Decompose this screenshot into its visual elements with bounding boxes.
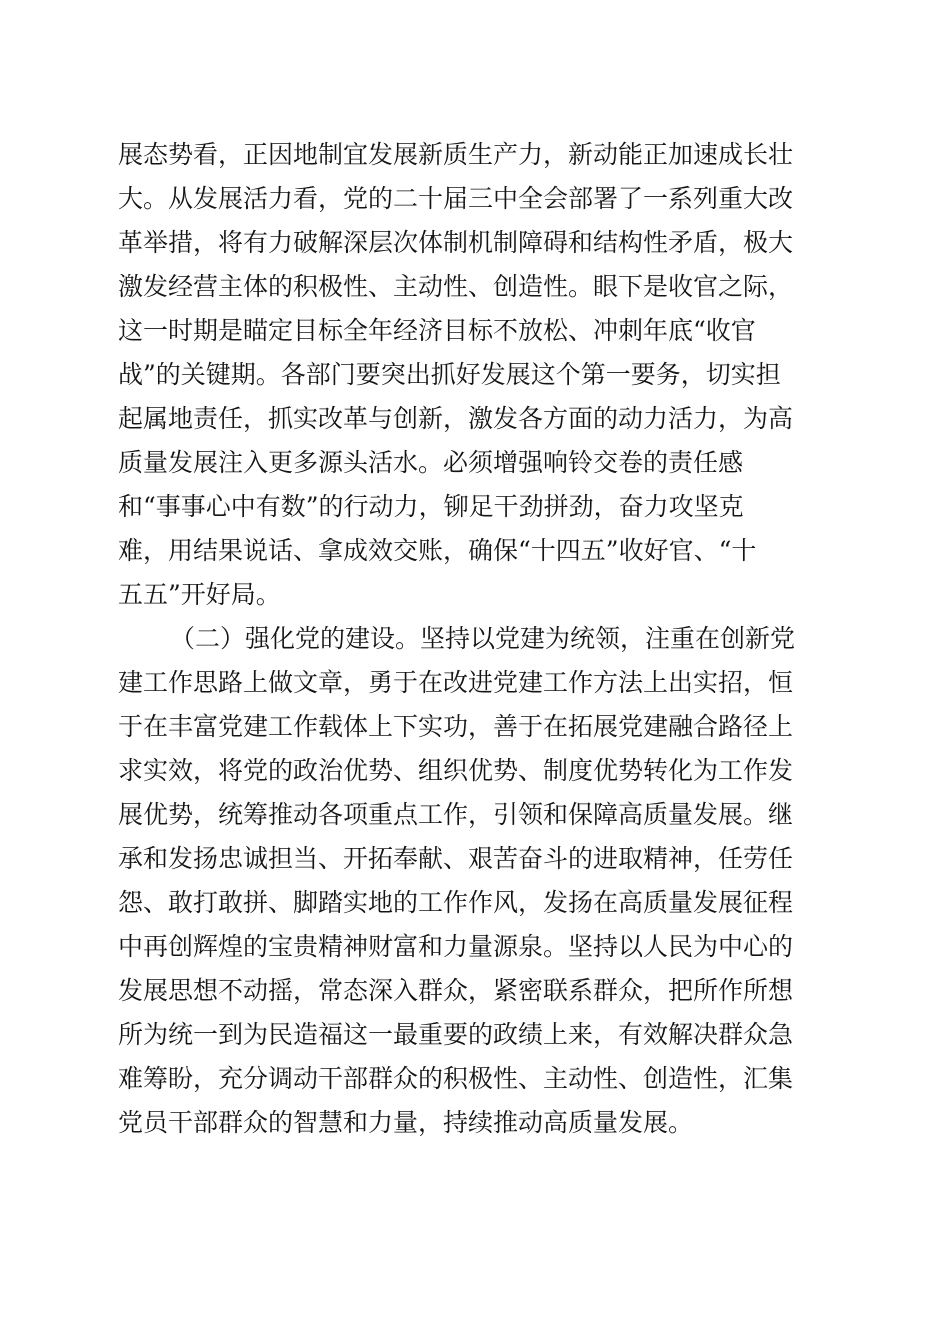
text-line: 这一时期是瞄定目标全年经济目标不放松、冲刺年底“收官 xyxy=(118,316,756,345)
text-line: 怨、敢打敢拼、脚踏实地的工作作风，发扬在高质量发展征程 xyxy=(118,888,794,917)
text-line: 战”的关键期。各部门要突出抓好发展这个第一要务，切实担 xyxy=(118,360,781,389)
text-line: 求实效，将党的政治优势、组织优势、制度优势转化为工作发 xyxy=(118,756,794,785)
text-line: 党员干部群众的智慧和力量，持续推动高质量发展。 xyxy=(118,1108,694,1137)
text-line: 难筹盼，充分调动干部群众的积极性、主动性、创造性，汇集 xyxy=(118,1064,794,1093)
section-heading-line: （二）强化党的建设。坚持以党建为统领，注重在创新党 xyxy=(170,624,796,653)
text-line: 革举措，将有力破解深层次体制机制障碍和结构性矛盾，极大 xyxy=(118,228,794,257)
text-line: 起属地责任，抓实改革与创新，激发各方面的动力活力，为高 xyxy=(118,404,794,433)
text-line: 于在丰富党建工作载体上下实功，善于在拓展党建融合路径上 xyxy=(118,712,794,741)
text-line: 建工作思路上做文章，勇于在改进党建工作方法上出实招，恒 xyxy=(118,668,794,697)
text-line: 展态势看，正因地制宜发展新质生产力，新动能正加速成长壮 xyxy=(118,140,794,169)
text-line: 大。从发展活力看，党的二十届三中全会部署了一系列重大改 xyxy=(118,184,794,213)
text-line: 所为统一到为民造福这一最重要的政绩上来，有效解决群众急 xyxy=(118,1020,794,1049)
text-line: 展优势，统筹推动各项重点工作，引领和保障高质量发展。继 xyxy=(118,800,794,829)
text-line: 发展思想不动摇，常态深入群众，紧密联系群众，把所作所想 xyxy=(118,976,794,1005)
text-line: 难，用结果说话、拿成效交账，确保“十四五”收好官、“十 xyxy=(118,536,757,565)
text-line: 质量发展注入更多源头活水。必须增强响铃交卷的责任感 xyxy=(118,448,744,477)
text-line: 承和发扬忠诚担当、开拓奉献、艰苦奋斗的进取精神，任劳任 xyxy=(118,844,794,873)
text-line: 和“事事心中有数”的行动力，铆足干劲拼劲，奋力攻坚克 xyxy=(118,492,744,521)
text-line: 五五”开好局。 xyxy=(118,580,281,609)
text-line: 中再创辉煌的宝贵精神财富和力量源泉。坚持以人民为中心的 xyxy=(118,932,794,961)
text-line: 激发经营主体的积极性、主动性、创造性。眼下是收官之际， xyxy=(118,272,794,301)
